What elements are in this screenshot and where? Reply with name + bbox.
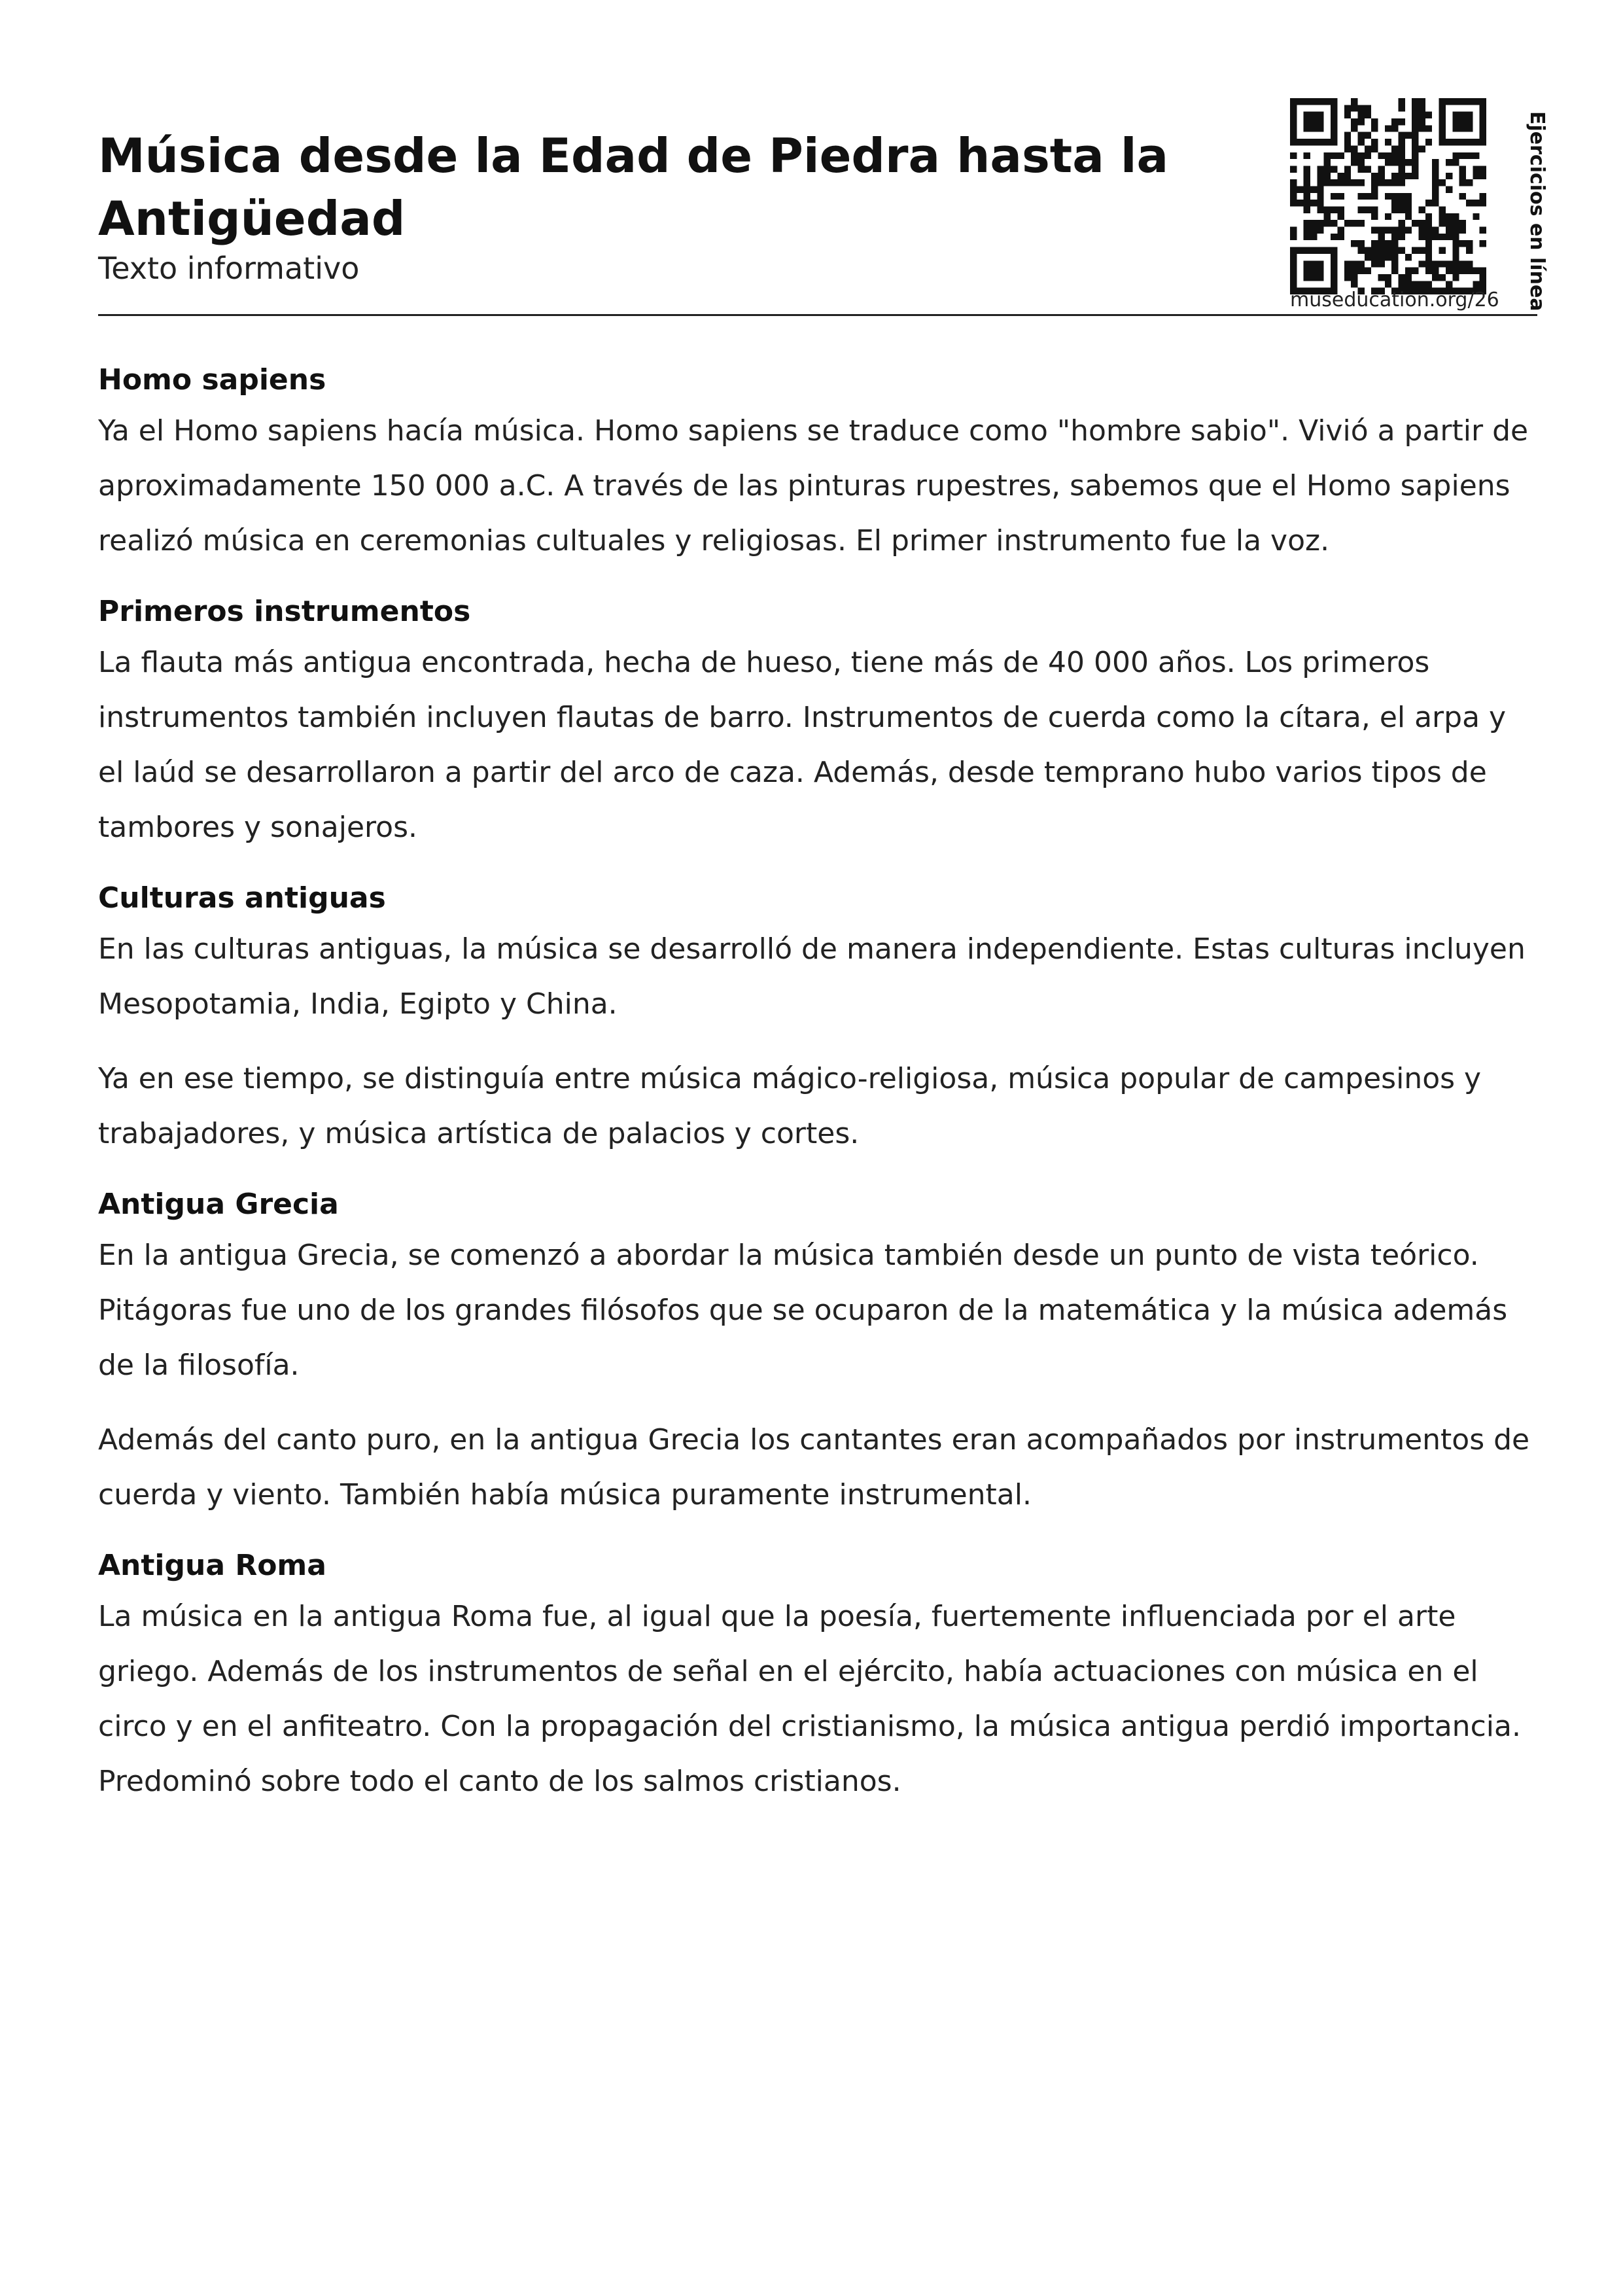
section-heading: Homo sapiens — [98, 363, 326, 397]
qr-code-icon[interactable] — [1290, 98, 1486, 294]
section-homo-sapiens — [98, 357, 1537, 569]
section-paragraph: La flauta más antigua encontrada, hecha de hueso, tiene más de 40 000 años. Los primeros instrumentos también incluyen flautas de barro. Instrumentos de cuerda como la cítara, el arpa y el laúd se desarrollaron a partir del arco de caza. Además, desde temprano hubo varios tipos de tambores y sonajeros. — [98, 646, 1507, 844]
section-paragraph: Además del canto puro, en la antigua Grecia los cantantes eran acompañados por instrumentos de cuerda y viento. También había música puramente instrumental. — [98, 1423, 1530, 1511]
section-antigua-grecia — [98, 1181, 1537, 1523]
online-exercises-label: Ejercicios en línea — [1526, 111, 1548, 311]
header-divider — [98, 314, 1537, 316]
qr-url-label[interactable]: museducation.org/26 — [1290, 289, 1499, 311]
section-paragraph: Ya en ese tiempo, se distinguía entre música mágico-religiosa, música popular de campesinos y trabajadores, y música artística de palacios y cortes. — [98, 1062, 1482, 1150]
page-header — [98, 98, 1548, 314]
section-heading: Primeros instrumentos — [98, 595, 471, 628]
article-body — [98, 357, 1537, 1829]
section-paragraph: La música en la antigua Roma fue, al igual que la poesía, fuertemente influenciada por el arte griego. Además de los instrumentos de señal en el ejército, había actuaciones con música en el circo y en el anfiteatro. Con la propagación del cristianismo, la música antigua perdió importancia. Predominó sobre todo el canto de los salmos cristianos. — [98, 1600, 1521, 1798]
section-heading: Culturas antiguas — [98, 881, 386, 915]
page-title: Música desde la Edad de Piedra hasta la Antigüedad — [98, 128, 1169, 246]
section-antigua-roma — [98, 1542, 1537, 1809]
section-paragraph: En la antigua Grecia, se comenzó a abordar la música también desde un punto de vista teórico. Pitágoras fue uno de los grandes filósofos que se ocuparon de la matemática y la música además de la filosofía. — [98, 1239, 1508, 1382]
section-heading: Antigua Roma — [98, 1549, 326, 1582]
section-primeros-instrumentos — [98, 588, 1537, 855]
section-heading: Antigua Grecia — [98, 1188, 339, 1221]
qr-code-graphic — [1290, 98, 1486, 294]
section-paragraph: En las culturas antiguas, la música se desarrolló de manera independiente. Estas culturas incluyen Mesopotamia, India, Egipto y China. — [98, 932, 1526, 1021]
page-subtitle: Texto informativo — [98, 251, 360, 286]
section-culturas-antiguas — [98, 875, 1537, 1161]
section-paragraph: Ya el Homo sapiens hacía música. Homo sapiens se traduce como "hombre sabio". Vivió a partir de aproximadamente 150 000 a.C. A través de las pinturas rupestres, sabemos que el Homo sapiens realizó música en ceremonias cultuales y religiosas. El primer instrumento fue la voz. — [98, 414, 1529, 557]
